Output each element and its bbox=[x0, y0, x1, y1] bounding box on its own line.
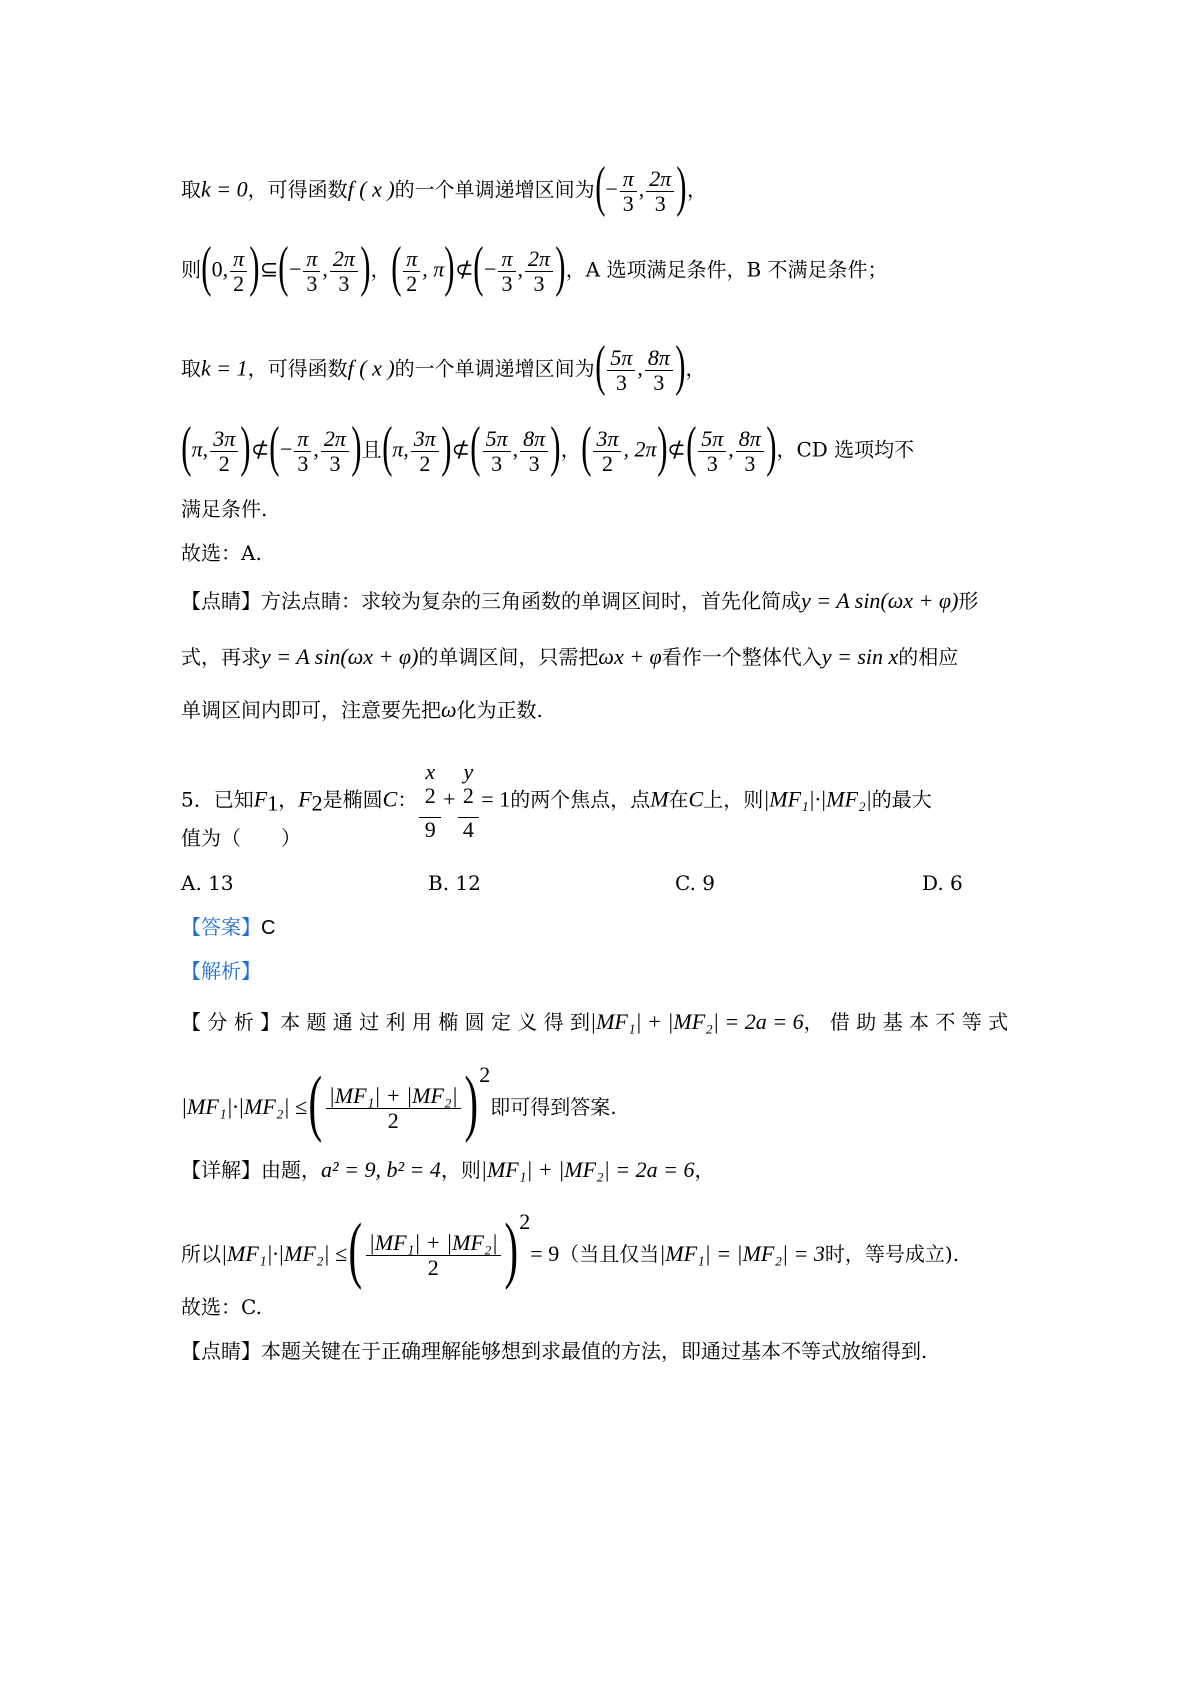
solution-line-1: 取k = 0，可得函数f ( x )的一个单调递增区间为(− $\frac{\pi}{3}$ , $\frac{2\pi}{3}$ )， bbox=[181, 156, 707, 218]
fraction: $\frac{\pi}{3}$ bbox=[620, 167, 637, 216]
option-c: C. 9 bbox=[675, 871, 716, 895]
tip-line-3: 单调区间内即可，注意要先把ω化为正数. bbox=[181, 697, 543, 722]
text: 取 bbox=[181, 177, 201, 202]
solution-line-5: 满足条件. bbox=[181, 497, 268, 521]
option-d: D. 6 bbox=[922, 871, 963, 895]
fraction: $\frac{\pi}{2}$ bbox=[230, 247, 247, 296]
fraction: $\frac{2\pi}{3}$ bbox=[646, 167, 674, 216]
analysis-line-2: |MF₁|·|MF₂| ≤( $\frac{\text{|MF₁| + |MF₂|}}{2}$ )$^2$即可得到答案. bbox=[181, 1061, 617, 1144]
solution-line-4: (π, $\frac{3\pi}{2}$ )⊄(− $\frac{\pi}{3}$ , $\frac{2\pi}{3}$ )且(π, $\frac{3\pi}{2}$ )⊄( $\frac{5\pi}{3}$ , $\frac{8\pi}{3}$ )，( $\frac{3\pi}{2}$ , 2π)⊄( $\frac{5\pi}{3}$ , $\frac{8\pi}{3}$ )，CD 选项均不 bbox=[181, 416, 915, 478]
tip-line-1: 【点睛】方法点睛：求较为复杂的三角函数的单调区间时，首先化简成y = A sin(ωx + φ)形 bbox=[181, 588, 979, 613]
formula: f ( x ) bbox=[347, 176, 395, 202]
solution-line-3: 取k = 1，可得函数f ( x )的一个单调递增区间为( $\frac{5\pi}{3}$ , $\frac{8\pi}{3}$ )， bbox=[181, 335, 706, 397]
analysis-tag: 【解析】 bbox=[181, 959, 261, 983]
text: ，可得函数 bbox=[247, 177, 348, 202]
question-5: 5．已知$F_1$，$F_2$是椭圆C： x $^2$ 9 + y $^2$ 4 = 1的两个焦点，点M在C上，则|MF₁|·|MF₂|的最大 bbox=[181, 759, 932, 842]
solution-line-6: 故选：A. bbox=[181, 541, 262, 565]
detail-line-1: 【详解】由题，a² = 9, b² = 4，则|MF₁| + |MF₂| = 2a = 6， bbox=[181, 1157, 715, 1182]
conclusion: 故选：C. bbox=[181, 1295, 262, 1319]
analysis-line-1: 【 分 析 】本 题 通 过 利 用 椭 圆 定 义 得 到|MF₁| + |MF₂| = 2a = 6， 借 助 基 本 不 等 式 bbox=[181, 1009, 1009, 1034]
detail-line-2: 所以|MF₁|·|MF₂| ≤( $\frac{\text{|MF₁| + |MF₂|}}{2}$ )$^2$= 9（当且仅当|MF₁| = |MF₂| = 3时，等号成立). bbox=[181, 1208, 960, 1291]
key-point: 【点睛】本题关键在于正确理解能够想到求最值的方法，即通过基本不等式放缩得到. bbox=[181, 1339, 928, 1363]
formula: k = 0 bbox=[201, 176, 248, 202]
solution-line-2: 则(0, $\frac{\pi}{2}$ )⊆(− $\frac{\pi}{3}$ , $\frac{2\pi}{3}$ )，( $\frac{\pi}{2}$ , π)⊄(− $\frac{\pi}{3}$ , $\frac{2\pi}{3}$ )，A 选项满足条件，B 不满足条件； bbox=[181, 236, 888, 298]
option-b: B. 12 bbox=[428, 871, 481, 895]
tip-line-2: 式，再求y = A sin(ωx + φ)的单调区间，只需把ωx + φ看作一个整体代入y = sin x的相应 bbox=[181, 644, 959, 669]
option-a: A. 13 bbox=[181, 871, 234, 895]
text: 的一个单调递增区间为 bbox=[394, 177, 595, 202]
question-5-cont: 值为（ ） bbox=[181, 826, 301, 850]
answer: 【答案】C bbox=[181, 915, 276, 939]
